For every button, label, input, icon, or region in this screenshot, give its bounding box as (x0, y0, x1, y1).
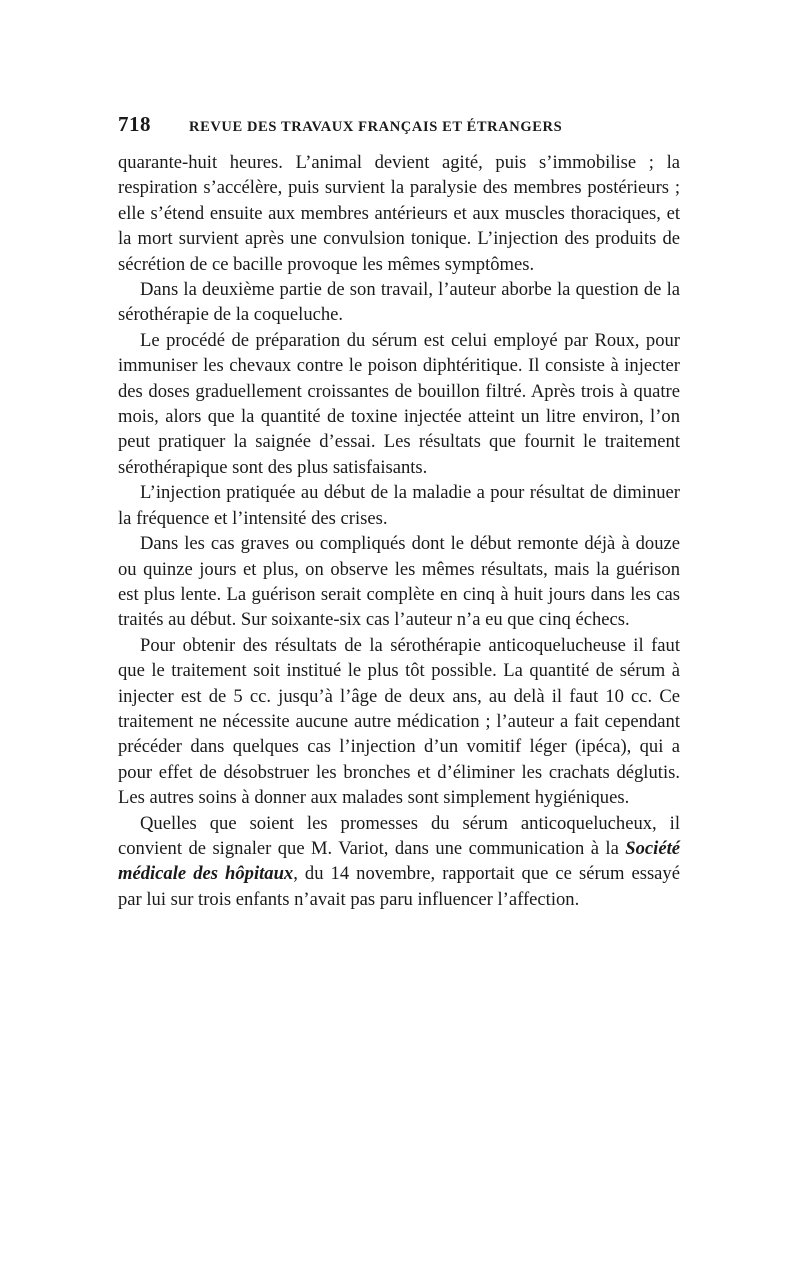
paragraph-6: Pour obtenir des résultats de la sérothérapie anticoquelucheuse il faut que le traitement soit institué le plus tôt possible. La quantité de sérum à injecter est de 5 cc. jusqu’à l’âge de deux ans, au delà il faut 10 cc. Ce traitement ne nécessite aucune autre médication ; l’auteur a fait cependant précéder dans quelques cas l’injection d’un vomitif léger (ipéca), qui a pour effet de désobstruer les bronches et d’éliminer les crachats déglutis. Les autres soins à donner aux malades sont simplement hygiéniques. (118, 634, 680, 809)
paragraph-7-tail: , du 14 novembre, rapportait que ce sérum essayé par lui sur trois enfants n’avait pas paru influencer l’affection. (118, 863, 680, 910)
paragraph-5: Dans les cas graves ou compliqués dont le début remonte déjà à douze ou quinze jours et plus, on observe les mêmes résultats, mais la guérison est plus lente. La guérison serait complète en cinq à huit jours dans les cas traités au début. Sur soixante-six cas l’auteur n’a eu que cinq échecs. (118, 533, 680, 631)
paragraph-3: Le procédé de préparation du sérum est celui employé par Roux, pour immuniser les chevaux contre le poison diphtéritique. Il consiste à injecter des doses graduellement croissantes de bouillon filtré. Après trois à quatre mois, alors que la quantité de toxine injectée atteint un litre environ, l’on peut pratiquer la saignée d’essai. Les résultats que fournit le traitement sérothérapique sont des plus satisfaisants. (118, 329, 680, 478)
running-title: REVUE DES TRAVAUX FRANÇAIS ET ÉTRANGERS (189, 119, 563, 135)
paragraph-7-lead: Quelles que soient les promesses du sérum anticoquelucheux, il convient de signaler que M. Variot, dans une communication à la (118, 812, 680, 859)
page-header (118, 112, 680, 146)
page-number: 718 (118, 112, 151, 136)
paragraph-1: quarante-huit heures. L’animal devient agité, puis s’immobilise ; la respiration s’accélère, puis survient la paralysie des membres postérieurs ; elle s’étend ensuite aux membres antérieurs et aux muscles thoraciques, et la mort survient après une convulsion tonique. L’injection des produits de sécrétion de ce bacille provoque les mêmes symptômes. (118, 152, 680, 275)
paragraph-2: Dans la deuxième partie de son travail, l’auteur aborbe la question de la sérothérapie de la coqueluche. (118, 279, 680, 326)
body-text (118, 150, 680, 912)
paragraph-4: L’injection pratiquée au début de la maladie a pour résultat de diminuer la fréquence et l’intensité des crises. (118, 482, 680, 529)
paragraph-7 (118, 811, 680, 913)
journal-title: Société médicale des hôpitaux (118, 837, 680, 885)
